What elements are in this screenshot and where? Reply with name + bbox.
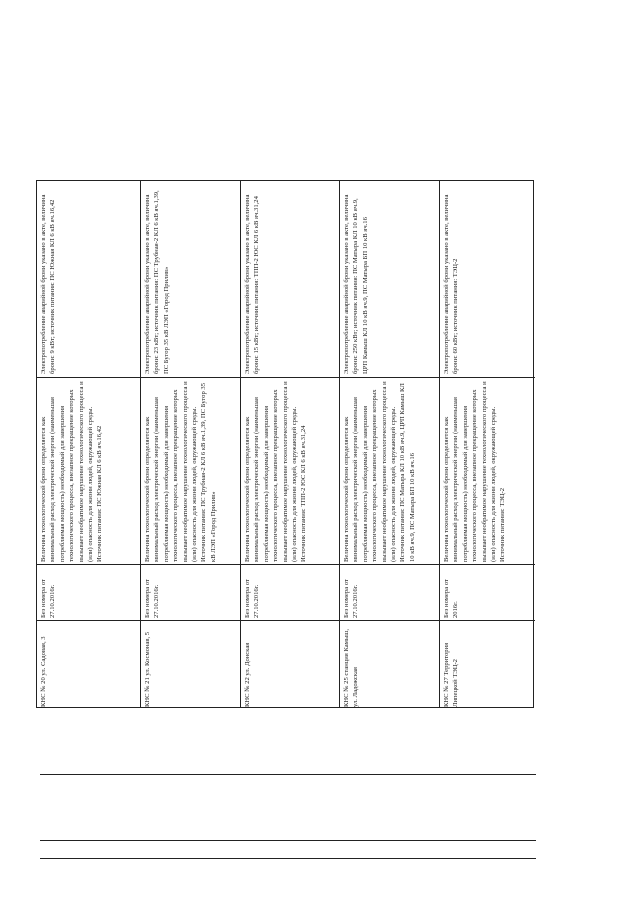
armor-cell (37, 181, 141, 377)
armor-cell (241, 181, 340, 377)
table-row (340, 181, 440, 707)
description-cell (340, 377, 440, 564)
name-cell (440, 620, 535, 709)
basis-cell-text: Без номера от 27.10.2016г. (40, 579, 57, 618)
table-row (440, 181, 535, 707)
basis-cell (37, 564, 141, 620)
name-cell (141, 620, 241, 709)
name-cell (241, 620, 340, 709)
table-row (37, 181, 141, 707)
name-cell-text: КНС № 27 Территория Липецкой ТЭЦ-2 (443, 642, 460, 707)
armor-cell (141, 181, 241, 377)
name-cell-text: КНС № 20 ул. Садовая, 3 (40, 636, 47, 707)
basis-cell (440, 564, 535, 620)
armor-cell (340, 181, 440, 377)
basis-cell-text: Без номера от 27.10.2016г. (343, 579, 360, 618)
description-cell-text: Величина технологической брони определяется как минимальный расход электрической энергии (наименьшая потребляемая мощность) необходимый для завершения технологического процесса, внезапное прекращение которых вызывает необратимое нарушение технологического процесса и (или) опасность для жизни людей, окружающей среды. Источник питания: ТПП-2 ЮС КЛ 6 кВ яч.31,24 (244, 381, 308, 562)
name-cell-text: КНС № 21 ул. Космонав, 5 (144, 631, 151, 707)
table-row (241, 181, 340, 707)
basis-cell-text: Без номера от 27.10.2016г. (144, 579, 161, 618)
description-cell-text: Величина технологической брони определяется как минимальный расход электрической энергии (наименьшая потребляемая мощность) необходимый для завершения технологического процесса, внезапное прекращение которых вызывает необратимое нарушение технологического процесса и (или) опасность для жизни людей, окружающей среды. Источник питания: ПС Матыра КЛ 10 кВ яч.9, ЦРП Камыш КЛ 10 кВ яч.9, ПС Матыра БП 10 кВ яч.16 (343, 381, 416, 562)
horizontal-rule (40, 840, 536, 841)
armor-cell-text: Электропотребление аварийной брони указано в акте, величина брони: 23 кВт; источник питания: ПС Трубная-2 КЛ 6 кВ яч.1,39, ПС Бугор 35 кВ ЛЭП «Город Прилив» (144, 190, 170, 374)
name-cell (37, 620, 141, 709)
description-cell (141, 377, 241, 564)
description-cell (37, 377, 141, 564)
name-cell (340, 620, 440, 709)
armor-cell-text: Электропотребление аварийной брони указано в акте, величина брони: 60 кВт; источник питания: ТЭЦ-2 (443, 194, 460, 374)
table-row (141, 181, 241, 707)
horizontal-rule (40, 858, 536, 859)
description-cell (241, 377, 340, 564)
description-cell (440, 377, 535, 564)
horizontal-rule (40, 774, 536, 775)
name-cell-text: КНС № 22 ул. Донская (244, 642, 251, 707)
rotated-table (36, 180, 534, 708)
armor-cell (440, 181, 535, 377)
armor-cell-text: Электропотребление аварийной брони указано в акте, величина брони: 9 кВт; источник питания: ПС Южная КЛ 6 кВ яч.16,42 (40, 194, 57, 374)
armor-cell-text: Электропотребление аварийной брони указано в акте, величина брони: 250 кВт; источник питания: ПС Матыра КЛ 10 кВ яч.9, ЦРП Камыш КЛ 10 кВ яч.9, ПС Матыра БП 10 кВ яч.16 (343, 194, 369, 374)
basis-cell (141, 564, 241, 620)
name-cell-text: КНС № 25 станция Камыш, ул. Ладожская (343, 628, 360, 707)
basis-cell-text: Без номера от 27.10.2016г. (244, 579, 261, 618)
armor-cell-text: Электропотребление аварийной брони указано в акте, величина брони: 15 кВт; источник питания: ТПП-2 ЮС КЛ 6 кВ яч.31,24 (244, 194, 261, 374)
basis-cell (340, 564, 440, 620)
basis-cell (241, 564, 340, 620)
basis-cell-text: Без номера от 2016г. (443, 579, 460, 618)
description-cell-text: Величина технологической брони определяется как минимальный расход электрической энергии (наименьшая потребляемая мощность) необходимый для завершения технологического процесса, внезапное прекращение которых вызывает необратимое нарушение технологического процесса и (или) опасность для жизни людей, окружающей среды. Источник питания: ПС Южная КЛ 6 кВ яч.16,42 (40, 381, 104, 562)
description-cell-text: Величина технологической брони определяется как минимальный расход электрической энергии (наименьшая потребляемая мощность) необходимый для завершения технологического процесса, внезапное прекращение которых вызывает необратимое нарушение технологического процесса и (или) опасность для жизни людей, окружающей среды. Источник питания: ТЭЦ-2 (443, 381, 507, 562)
description-cell-text: Величина технологической брони определяется как минимальный расход электрической энергии (наименьшая потребляемая мощность) необходимый для завершения технологического процесса, внезапное прекращение которых вызывает необратимое нарушение технологического процесса и (или) опасность для жизни людей, окружающей среды. Источник питания: ПС Трубная-2 КЛ 6 кВ яч.1,39, ПС Бугор 35 кВ ЛЭП «Город Прилив» (144, 381, 217, 562)
